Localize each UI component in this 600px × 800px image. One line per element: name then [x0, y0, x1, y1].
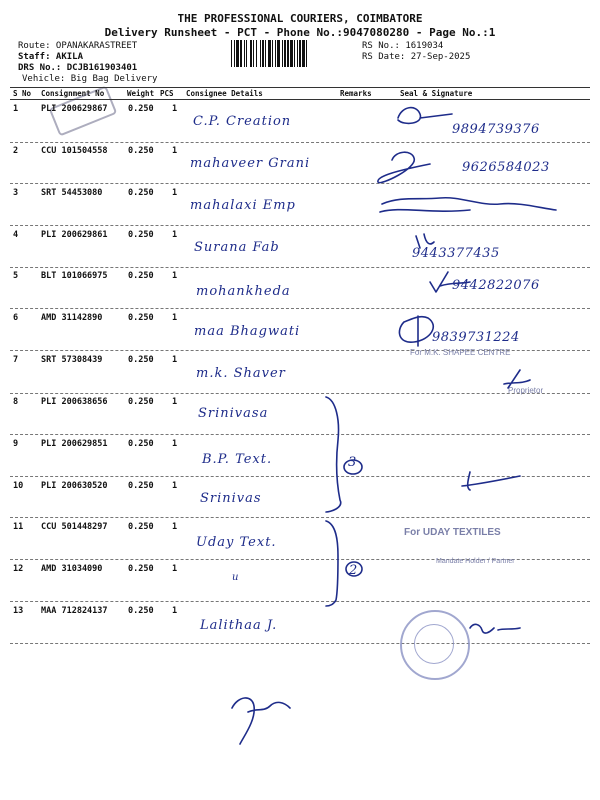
- row-12-sno: 12: [13, 564, 24, 574]
- row-8-sno: 8: [13, 397, 19, 407]
- row-10-consignment: PLI 200630520: [41, 481, 108, 491]
- row-6-weight: 0.250: [128, 313, 154, 323]
- row-1-consignment: PLI 200629867: [41, 104, 108, 114]
- row-8-consignment: PLI 200638656: [41, 397, 108, 407]
- row-10-consignee: Srinivas: [200, 491, 262, 506]
- row-3-pcs: 1: [172, 188, 178, 198]
- column-header-pcs: PCS: [160, 89, 174, 98]
- row-8-pcs: 1: [172, 397, 178, 407]
- column-header-sno: S No: [13, 89, 32, 98]
- row-1-phone: 9894739376: [452, 122, 540, 137]
- row-4-consignee: Surana Fab: [194, 240, 280, 255]
- row-11-sno: 11: [13, 522, 24, 532]
- row-4-pcs: 1: [172, 230, 178, 240]
- uday-stamp-role: Mandate Holder / Partner: [436, 558, 515, 565]
- mk-stamp-role: Proprietor: [508, 386, 544, 395]
- mk-stamp-name: For M.K. SHAPEE CENTRE: [410, 348, 511, 357]
- row-10-weight: 0.250: [128, 481, 154, 491]
- row-13-sno: 13: [13, 606, 24, 616]
- row-1-pcs: 1: [172, 104, 178, 114]
- remarks-group-b-count: 2: [349, 563, 358, 578]
- row-2-phone: 9626584023: [462, 160, 550, 175]
- uday-stamp-name: For UDAY TEXTILES: [404, 527, 501, 538]
- row-9-weight: 0.250: [128, 439, 154, 449]
- row-8-weight: 0.250: [128, 397, 154, 407]
- row-9-consignment: PLI 200629851: [41, 439, 108, 449]
- row-5-consignee: mohankheda: [196, 284, 291, 299]
- company-title: THE PROFESSIONAL COURIERS, COIMBATORE: [177, 12, 423, 25]
- row-2-consignment: CCU 101504558: [41, 146, 108, 156]
- row-6-pcs: 1: [172, 313, 178, 323]
- row-10-pcs: 1: [172, 481, 178, 491]
- row-11-pcs: 1: [172, 522, 178, 532]
- drs-number: DRS No.: DCJB161903401: [18, 63, 138, 73]
- row-13-pcs: 1: [172, 606, 178, 616]
- row-5-weight: 0.250: [128, 271, 154, 281]
- row-6-consignment: AMD 31142890: [41, 313, 103, 323]
- row-3-consignee: mahalaxi Emp: [190, 198, 296, 213]
- row-7-pcs: 1: [172, 355, 178, 365]
- staff-label: Staff: AKILA: [18, 52, 84, 62]
- row-2-weight: 0.250: [128, 146, 154, 156]
- row-2-consignee: mahaveer Grani: [190, 156, 311, 171]
- row-3-weight: 0.250: [128, 188, 154, 198]
- row-10-sno: 10: [13, 481, 24, 491]
- vehicle-label: Vehicle: Big Bag Delivery: [22, 74, 158, 84]
- column-header-weight: Weight: [127, 89, 155, 98]
- row-6-sno: 6: [13, 313, 19, 323]
- row-5-pcs: 1: [172, 271, 178, 281]
- row-1-weight: 0.250: [128, 104, 154, 114]
- row-6-phone: 9839731224: [432, 330, 520, 345]
- row-13-consignment: MAA 712824137: [41, 606, 108, 616]
- row-9-pcs: 1: [172, 439, 178, 449]
- column-header-consignee: Consignee Details: [186, 89, 263, 98]
- row-4-weight: 0.250: [128, 230, 154, 240]
- column-header-remarks: Remarks: [340, 89, 372, 98]
- row-7-consignee: m.k. Shaver: [196, 366, 286, 381]
- remarks-group-a-count: 3: [348, 455, 357, 470]
- rs-date: RS Date: 27-Sep-2025: [362, 52, 471, 62]
- runsheet-subtitle: Delivery Runsheet - PCT - Phone No.:9047080280 - Page No.:1: [104, 26, 496, 39]
- row-13-weight: 0.250: [128, 606, 154, 616]
- row-8-consignee: Srinivasa: [198, 406, 269, 421]
- column-header-consignment: Consignment No: [41, 89, 105, 98]
- row-4-consignment: PLI 200629861: [41, 230, 108, 240]
- row-1-sno: 1: [13, 104, 19, 114]
- row-11-consignee: Uday Text.: [196, 535, 277, 550]
- row-7-sno: 7: [13, 355, 19, 365]
- row-2-sno: 2: [13, 146, 19, 156]
- row-3-sno: 3: [13, 188, 19, 198]
- row-6-consignee: maa Bhagwati: [194, 324, 301, 339]
- row-5-consignment: BLT 101066975: [41, 271, 108, 281]
- route-label: Route: OPANAKARASTREET: [18, 41, 138, 51]
- row-4-sno: 4: [13, 230, 19, 240]
- row-5-sno: 5: [13, 271, 19, 281]
- row-11-weight: 0.250: [128, 522, 154, 532]
- row-9-consignee: B.P. Text.: [202, 452, 273, 467]
- row-12-consignee: u: [232, 572, 240, 583]
- row-7-consignment: SRT 57308439: [41, 355, 103, 365]
- row-3-consignment: SRT 54453080: [41, 188, 103, 198]
- column-header-seal-signature: Seal & Signature: [400, 89, 473, 98]
- row-7-weight: 0.250: [128, 355, 154, 365]
- row-13-consignee: Lalithaa J.: [200, 618, 278, 633]
- rs-number: RS No.: 1619034: [362, 41, 444, 51]
- row-12-weight: 0.250: [128, 564, 154, 574]
- row-1-consignee: C.P. Creation: [193, 114, 292, 129]
- row-12-pcs: 1: [172, 564, 178, 574]
- row-4-phone: 9443377435: [412, 246, 500, 261]
- row-9-sno: 9: [13, 439, 19, 449]
- row-5-phone: 9442822076: [452, 278, 540, 293]
- row-11-consignment: CCU 501448297: [41, 522, 108, 532]
- row-12-consignment: AMD 31034090: [41, 564, 103, 574]
- row-2-pcs: 1: [172, 146, 178, 156]
